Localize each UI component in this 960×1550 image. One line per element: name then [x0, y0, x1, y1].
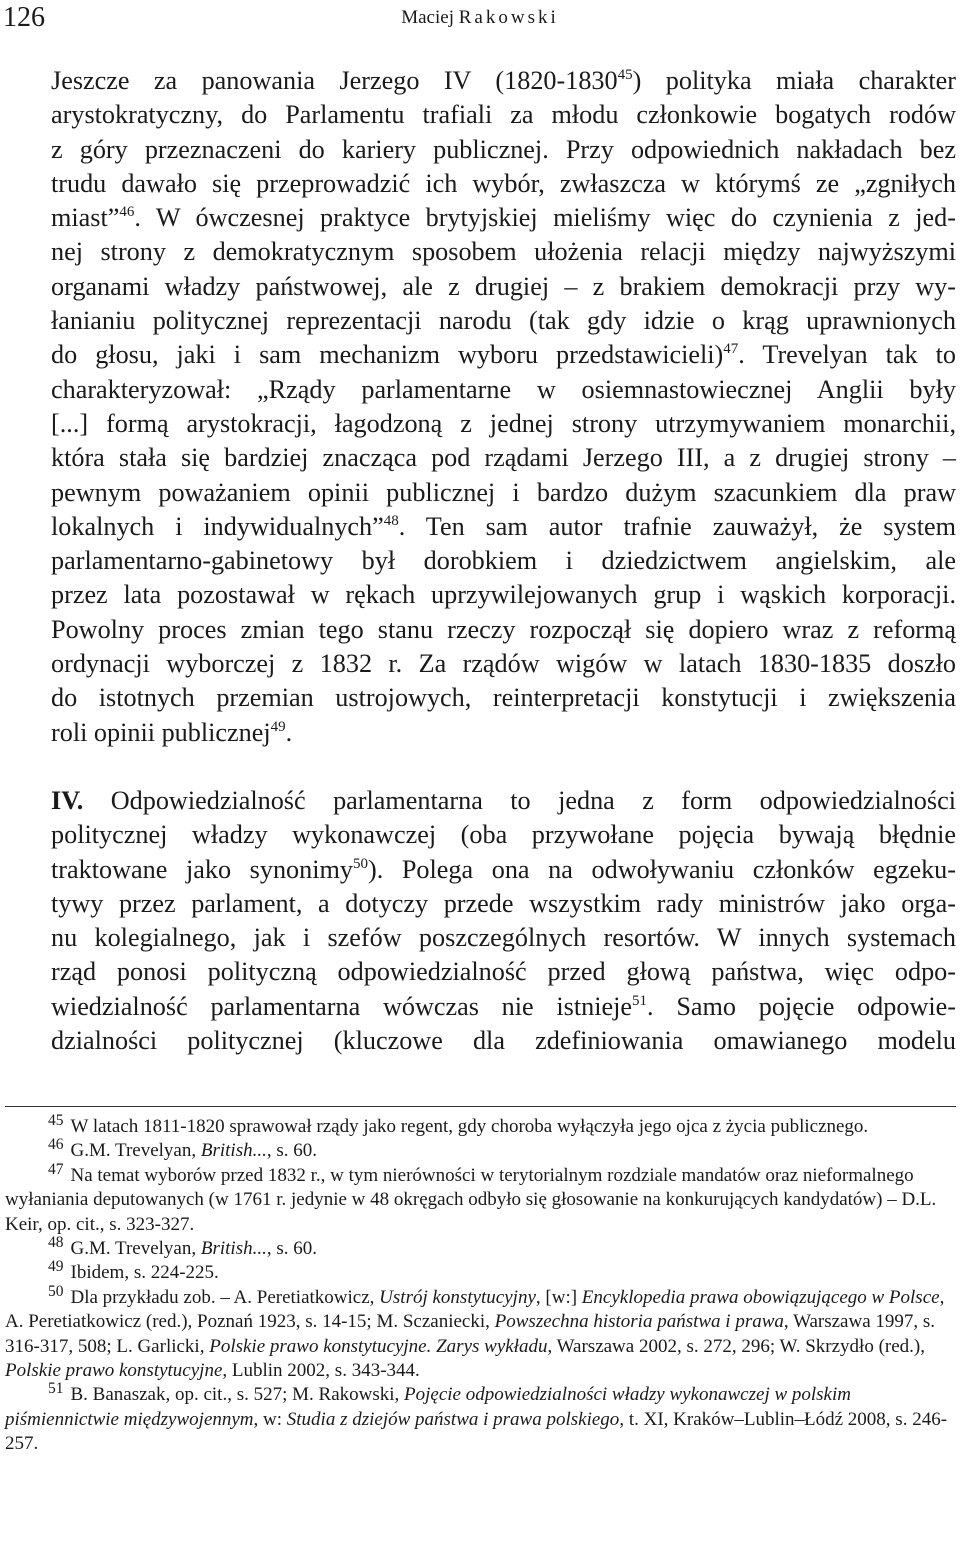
- text-fragment: wiedzialność parlamentarna wówczas nie istnieje: [51, 991, 633, 1021]
- footnote-text: , s. 60.: [266, 1238, 318, 1260]
- footnote-text: W latach 1811-1820 sprawował rządy jako regent, gdy choroba wyłączyła jego ojca z życia publicznego.: [70, 1116, 869, 1137]
- footnote-text: , Lublin 2002, s. 343-344.: [222, 1360, 420, 1382]
- text-line: politycznej władzy wykonawczej (oba przywołane pojęcia bywają błędnie: [51, 820, 956, 850]
- text-line: ordynacji wyborczej z 1832 r. Za rządów wigów w latach 1830-1835 doszło: [51, 649, 956, 679]
- footnote-50: [5, 1282, 956, 1384]
- text-line: do istotnych przemian ustrojowych, reinterpretacji konstytucji i zwiększenia: [51, 683, 956, 713]
- footnote-48: [5, 1234, 956, 1261]
- text-line: Powolny proces zmian tego stanu rzeczy rozpoczął się dopiero wraz z reformą: [51, 614, 956, 644]
- text-line: nej strony z demokratycznym sposobem ułożenia relacji między najwyższymi: [51, 237, 956, 267]
- text-line: przez lata pozostawał w rękach uprzywilejowanych grup i wąskich korporacji.: [51, 580, 956, 610]
- main-text: [5, 64, 956, 1058]
- text-line: która stała się bardziej znacząca pod rządami Jerzego III, a z drugiej strony –: [51, 443, 956, 473]
- text-line: [5, 64, 956, 98]
- footnote-number: 47: [48, 1160, 64, 1178]
- footnote-number: 49: [48, 1258, 64, 1276]
- text-line: pewnym poważaniem opinii publicznej i bardzo dużym szacunkiem dla praw: [51, 477, 956, 507]
- text-line: dzialności politycznej (kluczowe dla zdefiniowania omawianego modelu: [51, 1026, 956, 1056]
- text-fragment: traktowane jako synonimy: [51, 854, 353, 884]
- footnote-text: Ibidem, s. 224-225.: [70, 1262, 219, 1284]
- footnote-title: Pojęcie odpowiedzialności władzy wykonawczej w polskim piśmiennictwie międzywojennym: [5, 1384, 851, 1430]
- footnote-ref: 47: [723, 341, 739, 358]
- footnote-46: [5, 1136, 956, 1163]
- footnote-text: B. Banaszak, op. cit., s. 527; M. Rakowski,: [70, 1384, 405, 1406]
- footnote-title: British...: [200, 1140, 267, 1162]
- text-line: nu kolegialnego, jak i szefów poszczególnych resortów. W innych systemach: [51, 923, 956, 953]
- footnote-number: 46: [48, 1136, 64, 1154]
- text-line: [5, 990, 956, 1024]
- text-fragment: ). Polega ona na odwoływaniu członków egzeku-: [367, 854, 956, 884]
- footnote-51: [5, 1380, 956, 1456]
- footnote-ref: 50: [352, 855, 368, 872]
- footnote-text: , Warszawa 1997, s. 316-317, 508; L. Garlicki,: [5, 1311, 936, 1357]
- footnote-ref: 51: [632, 992, 648, 1009]
- footnote-text: Dla przykładu zob. – A. Peretiatkowicz,: [70, 1286, 380, 1308]
- footnote-number: 48: [48, 1234, 64, 1252]
- text-line: łanianiu politycznej reprezentacji narodu (tak gdy idzie o krąg uprawnionych: [51, 306, 956, 336]
- text-line: parlamentarno-gabinetowy był dorobkiem i dziedzictwem angielskim, ale: [51, 546, 956, 576]
- text-fragment: Odpowiedzialność parlamentarna to jedna z form odpowiedzialności: [83, 785, 956, 815]
- footnote-title: British...: [200, 1238, 267, 1260]
- footnote-text: , s. 60.: [266, 1140, 318, 1162]
- footnote-separator: [5, 1106, 956, 1107]
- footnote-text: G.M. Trevelyan,: [70, 1238, 201, 1260]
- footnote-number: 45: [48, 1112, 64, 1129]
- footnote-text: , Warszawa 2002, s. 272, 296; W. Skrzydło (red.),: [547, 1335, 926, 1357]
- footnote-text: , A. Peretiatkowicz (red.), Poznań 1923, s. 14-15; M. Sczaniecki,: [5, 1286, 945, 1333]
- text-line: [5, 716, 956, 750]
- text-fragment: . Samo pojęcie odpowie-: [647, 991, 956, 1021]
- text-line: z góry przeznaczeni do kariery publicznej. Przy odpowiednich nakładach bez: [51, 134, 956, 164]
- text-fragment: ) polityka miała charakter: [632, 66, 956, 95]
- section-number: IV.: [51, 785, 84, 815]
- footnote-47: [5, 1160, 956, 1237]
- text-line: [5, 201, 956, 235]
- text-fragment: . W ówczesnej praktyce brytyjskiej mieliśmy więc do czynienia z jed-: [134, 203, 956, 233]
- text-fragment: .: [285, 717, 293, 747]
- text-fragment: roli opinii publicznej: [51, 717, 271, 747]
- footnote-ref: 45: [617, 67, 633, 83]
- page-header: [0, 0, 960, 40]
- text-line: tywy przez parlament, a dotyczy przede wszystkim rady ministrów jako orga-: [51, 888, 956, 918]
- paragraph-1: [5, 64, 956, 750]
- text-fragment: . Trevelyan tak to: [738, 340, 956, 370]
- paragraph-2: [5, 784, 956, 1058]
- footnote-49: [5, 1258, 956, 1285]
- running-head: [0, 4, 960, 32]
- footnote-title: Studia z dziejów państwa i prawa polskiego: [286, 1408, 620, 1430]
- footnote-text: , t. XI, Kraków–Lublin–Łódź 2008, s. 246-257.: [5, 1408, 948, 1455]
- footnote-number: 51: [48, 1380, 64, 1398]
- footnote-text: Na temat wyborów przed 1832 r., w tym nierówności w terytorialnym rozdziale mandatów oraz nieformalnego wyłaniania deputowanych (w 1761 r. jedynie w 48 okręgach odbyło się głosowanie na konkurujących kandydatów) – D.L. Keir, op. cit., s. 323-327.: [5, 1164, 937, 1235]
- text-fragment: do głosu, jaki i sam mechanizm wyboru przedstawicieli): [51, 340, 724, 370]
- footnote-text: , [w:]: [535, 1286, 582, 1308]
- footnote-title: Polskie prawo konstytucyjne: [5, 1360, 223, 1382]
- footnote-text: , w:: [253, 1408, 287, 1430]
- author-last-name: Rakowski: [458, 7, 559, 28]
- footnotes: [5, 1112, 956, 1457]
- text-line: [5, 784, 956, 818]
- footnote-title: Polskie prawo konstytucyjne. Zarys wykładu: [209, 1335, 548, 1357]
- footnote-45: [5, 1112, 956, 1139]
- footnote-ref: 46: [119, 204, 135, 221]
- footnote-ref: 49: [270, 718, 286, 735]
- footnote-number: 50: [48, 1282, 64, 1300]
- text-line: [5, 853, 956, 887]
- text-line: [5, 510, 956, 544]
- text-line: charakteryzował: „Rządy parlamentarne w osiemnastowiecznej Anglii były: [51, 374, 956, 404]
- text-line: arystokratyczny, do Parlamentu trafiali za młodu członkowie bogatych rodów: [51, 100, 956, 130]
- page-number: 126: [3, 2, 45, 33]
- text-fragment: lokalnych i indywidualnych”: [51, 511, 384, 541]
- footnote-text: G.M. Trevelyan,: [70, 1140, 201, 1162]
- footnote-ref: 48: [383, 512, 399, 529]
- footnote-title: Powszechna historia państwa i prawa: [494, 1311, 784, 1333]
- text-line: trudu dawało się przeprowadzić ich wybór, zwłaszcza w którymś ze „zgniłych: [51, 168, 956, 198]
- text-fragment: Jeszcze za panowania Jerzego IV (1820-1830: [51, 66, 618, 95]
- text-fragment: . Ten sam autor trafnie zauważył, że system: [398, 511, 957, 541]
- text-line: [5, 338, 956, 372]
- footnote-title: Encyklopedia prawa obowiązującego w Polsce: [581, 1286, 940, 1308]
- text-line: organami władzy państwowej, ale z drugiej – z brakiem demokracji przy wy-: [51, 271, 956, 301]
- author-first-name: Maciej: [401, 7, 454, 28]
- text-fragment: miast”: [51, 203, 120, 233]
- footnote-title: Ustrój konstytucyjny: [379, 1286, 536, 1308]
- text-line: [...] formą arystokracji, łagodzoną z jednej strony utrzymywaniem monarchii,: [51, 408, 956, 438]
- text-line: rząd ponosi polityczną odpowiedzialność przed głową państwa, więc odpo-: [51, 957, 956, 987]
